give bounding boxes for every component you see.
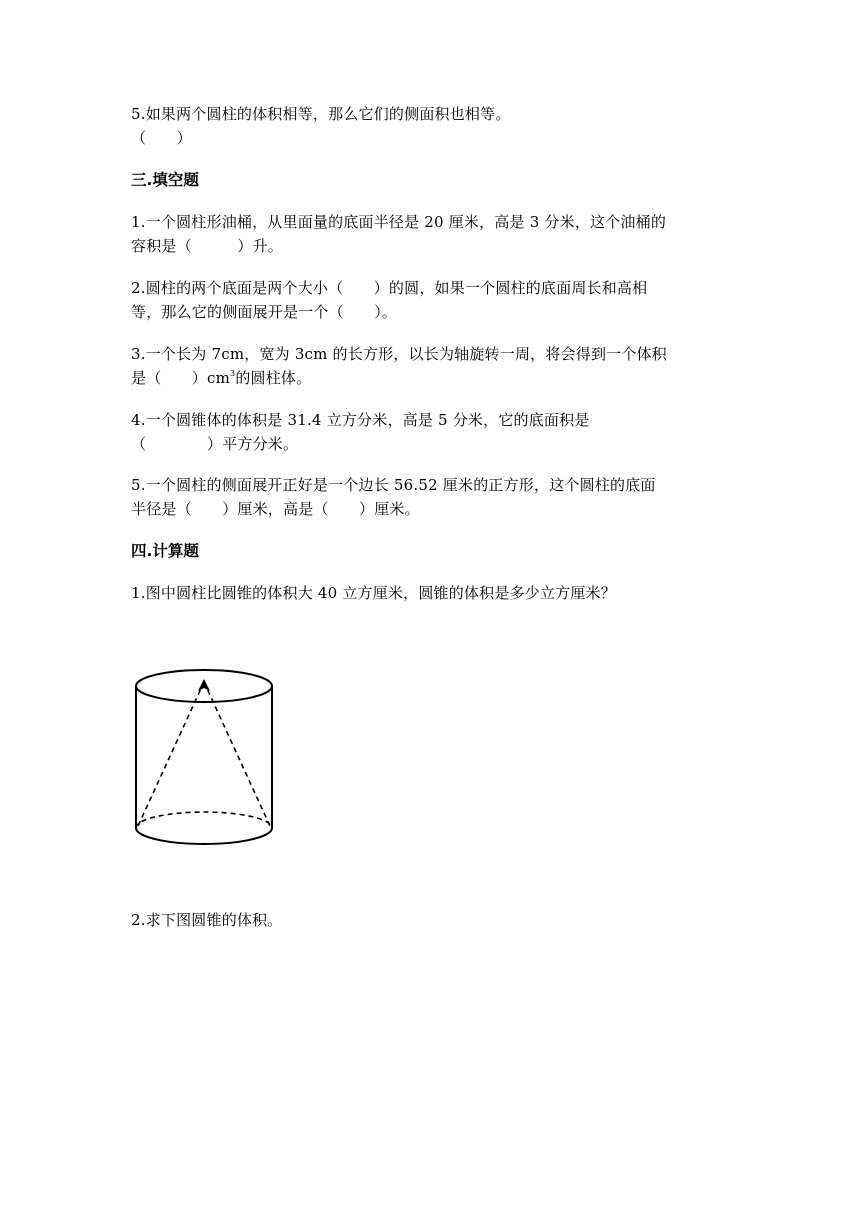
- tf-question-5-answer-blank[interactable]: （ ）: [131, 129, 192, 147]
- cone-left-edge: [138, 682, 204, 826]
- fill-question-3-line-2[interactable]: [131, 368, 311, 388]
- section-heading-fill-blank: 三.填空题: [131, 171, 199, 189]
- tf-question-5: 5.如果两个圆柱的体积相等，那么它们的侧面积也相等。: [131, 105, 511, 123]
- cone-apex-marker: [198, 679, 210, 691]
- cylinder-cone-icon: [128, 660, 284, 850]
- fill-question-2-line-1[interactable]: 2.圆柱的两个底面是两个大小（ ）的圆，如果一个圆柱的底面周长和高相: [131, 279, 648, 297]
- fill-question-1-line-2[interactable]: 容积是（ ）升。: [131, 237, 284, 255]
- cubic-exponent: 3: [230, 369, 236, 378]
- fill-question-1-line-1: 1.一个圆柱形油桶，从里面量的底面半径是 20 厘米，高是 3 分米，这个油桶的: [131, 213, 667, 231]
- fill-question-4-line-2[interactable]: （ ）平方分米。: [131, 435, 299, 453]
- fill-question-3-line-1: 3.一个长为 7cm，宽为 3cm 的长方形，以长为轴旋转一周，将会得到一个体积: [131, 345, 667, 363]
- fill-question-5-line-2[interactable]: 半径是（ ）厘米，高是（ ）厘米。: [131, 500, 420, 518]
- calc-question-1: 1.图中圆柱比圆锥的体积大 40 立方厘米，圆锥的体积是多少立方厘米？: [131, 584, 616, 602]
- fill-question-5-line-1: 5.一个圆柱的侧面展开正好是一个边长 56.52 厘米的正方形，这个圆柱的底面: [131, 476, 656, 494]
- cylinder-bottom-front-arc: [136, 828, 272, 844]
- cylinder-with-inscribed-cone-diagram: [128, 660, 284, 854]
- fill-question-2-line-2[interactable]: 等，那么它的侧面展开是一个（ ）。: [131, 303, 398, 321]
- cone-right-edge: [204, 682, 270, 826]
- fill-question-4-line-1: 4.一个圆锥体的体积是 31.4 立方分米，高是 5 分米，它的底面积是: [131, 411, 590, 429]
- fill-question-3-text-end: 的圆柱体。: [235, 369, 312, 387]
- section-heading-calculation: 四.计算题: [131, 542, 199, 560]
- calc-question-2: 2.求下图圆锥的体积。: [131, 911, 283, 929]
- fill-question-3-text: 是（ ）cm: [131, 369, 231, 387]
- cylinder-bottom-back-arc: [136, 812, 272, 828]
